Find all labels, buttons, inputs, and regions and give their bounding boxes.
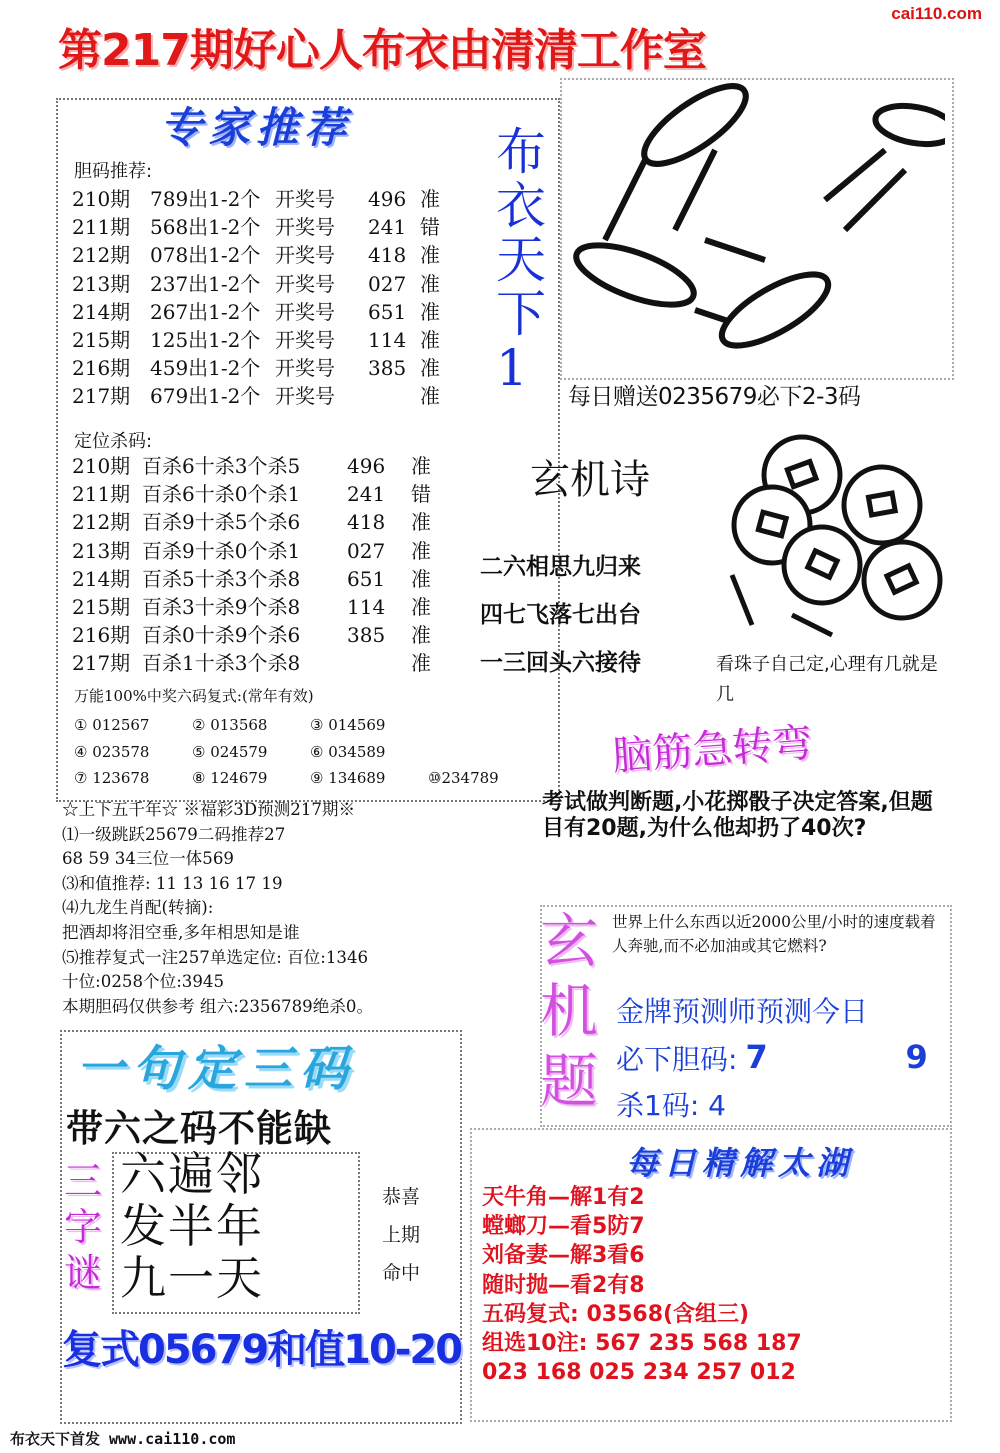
combo-item: ① 012567: [74, 716, 150, 734]
combo-row: [74, 712, 546, 739]
mystery-label-char: 玄: [540, 907, 599, 975]
mystery-label: [540, 906, 598, 1116]
word-cell: 开奖号: [275, 215, 335, 240]
period-cell: 212期: [72, 243, 131, 268]
gold-dan-label: 必下胆码:: [616, 1043, 738, 1076]
result-cell: 准: [411, 595, 431, 620]
list-item: 组选10注: 567 235 568 187: [482, 1331, 802, 1357]
number-cell: 241: [368, 215, 407, 240]
kill-cell: 百杀3十杀9个杀8: [142, 595, 301, 620]
compound-bet: 复式05679和值10-20: [62, 1327, 462, 1373]
pick-cell: 237出1-2个: [150, 271, 261, 296]
kill-cell: 百杀5十杀3个杀8: [142, 566, 301, 591]
period-cell: 216期: [72, 356, 131, 381]
period-cell: 217期: [72, 384, 131, 409]
history-line: 本期胆码仅供参考 组六:2356789绝杀0。: [62, 996, 374, 1016]
pick-cell: 459出1-2个: [150, 356, 261, 381]
result-cell: 准: [411, 510, 431, 535]
history-paragraph: [62, 798, 462, 1019]
history-line: ⑶和值推荐: 11 13 16 17 19: [62, 873, 283, 893]
page-title: 第217期好心人布衣由清清工作室: [58, 25, 706, 74]
word-cell: 开奖号: [275, 187, 335, 211]
brain-heading: 脑筋急转弯: [610, 720, 814, 780]
period-cell: 215期: [72, 328, 131, 353]
period-cell: 214期: [72, 299, 131, 324]
word-cell: 开奖号: [275, 271, 335, 296]
kill-table: [72, 452, 431, 678]
history-line: 把酒却将泪空垂,多年相思知是谁: [62, 922, 300, 942]
gold-line-2: [616, 1038, 928, 1078]
poem-line: 一三回头六接待: [480, 650, 641, 676]
coins-drawing: [712, 425, 958, 643]
number-cell: 027: [368, 271, 407, 296]
table-row: [72, 213, 440, 241]
period-cell: 214期: [72, 566, 131, 591]
word-cell: 开奖号: [275, 356, 335, 381]
pick-cell: 789出1-2个: [150, 187, 261, 211]
number-cell: 651: [347, 566, 386, 591]
mystery-label-char: 题: [540, 1047, 599, 1115]
riddle-label: [64, 1158, 114, 1296]
riddle-line: 六遍邻: [120, 1147, 264, 1201]
result-cell: 准: [420, 271, 440, 296]
vertical-title-char: 衣: [496, 177, 546, 235]
expert-heading: 专家推荐: [160, 103, 353, 152]
list-item: 刘备妻—解3看6: [482, 1243, 645, 1269]
pick-cell: 125出1-2个: [150, 328, 261, 353]
result-cell: 准: [411, 623, 431, 648]
pick-cell: 078出1-2个: [150, 243, 261, 268]
list-item: 五码复式: 03568(含组三): [482, 1301, 750, 1327]
history-line: ☆上下五千年☆ ※福彩3D预测217期※: [62, 800, 356, 819]
vertical-title-char: 天: [496, 231, 546, 289]
pick-cell: 267出1-2个: [150, 299, 261, 324]
taihu-list: [482, 1183, 802, 1387]
mystery-text: 世界上什么东西以近2000公里/小时的速度载着人奔驰,而不必加油或其它燃料?: [612, 913, 936, 955]
table-row: [72, 298, 440, 326]
word-cell: 开奖号: [275, 384, 335, 409]
combo-item: ⑤ 024579: [192, 742, 268, 761]
table-row: [72, 508, 431, 536]
table-row: [72, 480, 431, 508]
period-cell: 211期: [72, 482, 131, 507]
gold-dan-b: 9: [905, 1038, 928, 1076]
history-line: 68 59 34三位一体569: [62, 849, 234, 869]
result-cell: 准: [420, 328, 440, 353]
period-cell: 216期: [72, 623, 131, 648]
vertical-title-char: 布: [496, 123, 546, 181]
word-cell: 开奖号: [275, 328, 335, 353]
kill-cell: 百杀9十杀0个杀1: [142, 538, 301, 563]
riddle-lines: [120, 1148, 264, 1304]
coin-note: 看珠子自己定,心理有几就是几: [716, 654, 938, 705]
table-row: [72, 326, 440, 354]
number-cell: 418: [347, 510, 386, 535]
list-item: 螳螂刀—看5防7: [482, 1214, 645, 1240]
table-row: [72, 270, 440, 298]
riddle-label-char: 三: [64, 1159, 103, 1203]
period-cell: 215期: [72, 595, 131, 620]
number-cell: 241: [347, 482, 386, 507]
period-cell: 213期: [72, 271, 131, 296]
sentence-heading: 一句定三码: [76, 1041, 357, 1097]
number-cell: 418: [368, 243, 407, 268]
combo-item: ⑦ 123678: [74, 769, 150, 787]
dan-label: 胆码推荐:: [74, 161, 153, 182]
result-cell: 准: [411, 566, 431, 591]
table-row: [72, 185, 440, 213]
result-cell: 错: [420, 215, 440, 240]
number-cell: 385: [368, 356, 407, 381]
list-item: 随时抛—看2有8: [482, 1272, 645, 1298]
daily-gift: 每日赠送0235679必下2-3码: [568, 384, 861, 410]
vertical-title-char: 1: [496, 339, 528, 397]
number-cell: 651: [368, 299, 407, 324]
period-cell: 213期: [72, 538, 131, 563]
table-row: [72, 354, 440, 382]
kill-cell: 百杀6十杀3个杀5: [142, 454, 301, 478]
result-cell: 准: [420, 384, 440, 409]
combo-item: ② 013568: [192, 716, 268, 734]
riddle-label-char: 字: [64, 1205, 103, 1249]
footer-text: 布衣天下首发 www.cai110.com: [10, 1430, 236, 1448]
result-cell: 错: [411, 482, 431, 507]
number-cell: [347, 649, 411, 677]
combo-item: ③ 014569: [310, 716, 386, 734]
number-cell: 385: [347, 623, 386, 648]
congrats-line: 恭喜: [382, 1186, 421, 1208]
dan-table: [72, 185, 440, 411]
vertical-title: [496, 125, 546, 395]
riddle-line: 发半年: [120, 1199, 264, 1253]
word-cell: 开奖号: [275, 299, 335, 324]
gold-dan-a: 7: [745, 1038, 768, 1076]
table-row: [72, 452, 431, 480]
kill-cell: 百杀0十杀9个杀6: [142, 623, 301, 648]
word-cell: 开奖号: [275, 243, 335, 268]
vertical-title-char: 下: [496, 285, 546, 343]
result-cell: 准: [420, 356, 440, 381]
poem-heading: 玄机诗: [530, 457, 650, 503]
congrats-line: 命中: [382, 1262, 421, 1284]
number-cell: 496: [347, 454, 386, 478]
table-row: [72, 241, 440, 269]
list-item: 023 168 025 234 257 012: [482, 1360, 796, 1386]
history-line: ⑸推荐复式一注257单选定位: 百位:1346: [62, 947, 369, 967]
table-row: [72, 649, 431, 677]
result-cell: 准: [411, 538, 431, 563]
combo-item: ⑥ 034589: [310, 742, 386, 761]
table-row: [72, 537, 431, 565]
congrats-text: [382, 1178, 420, 1292]
table-row: [72, 621, 431, 649]
table-row: [72, 565, 431, 593]
result-cell: 准: [411, 454, 431, 478]
history-line: ⑴一级跳跃25679二码推荐27: [62, 824, 286, 844]
period-cell: 212期: [72, 510, 131, 535]
history-line: ⑷九龙生肖配(转摘):: [62, 898, 214, 918]
abstract-drawing: [565, 80, 945, 374]
brain-text: 考试做判断题,小花掷骰子决定答案,但题目有20题,为什么他却扔了40次?: [542, 790, 933, 841]
number-cell: 496: [368, 187, 407, 211]
table-row: [72, 593, 431, 621]
kill-label: 定位杀码:: [74, 431, 153, 452]
result-cell: 准: [411, 651, 431, 676]
period-cell: 211期: [72, 215, 131, 240]
combo-item: ⑧ 124679: [192, 769, 268, 787]
gold-line-3: 杀1码: 4: [616, 1089, 726, 1122]
period-cell: 210期: [72, 187, 131, 211]
taihu-heading: 每日精解太湖: [626, 1144, 855, 1182]
riddle-line: 九一天: [120, 1251, 264, 1305]
slogan: 带六之码不能缺: [66, 1107, 332, 1150]
combo-item: ④ 023578: [74, 742, 150, 761]
combo-label: 万能100%中奖六码复式:(常年有效): [74, 687, 314, 705]
gold-line-1: 金牌预测师预测今日: [616, 995, 869, 1028]
combo-item: ⑨ 134689: [310, 769, 386, 787]
result-cell: 准: [420, 243, 440, 268]
list-item: 天牛角—解1有2: [482, 1185, 645, 1210]
history-line: 十位:0258个位:3945: [62, 972, 225, 992]
kill-cell: 百杀1十杀3个杀8: [142, 651, 301, 676]
period-cell: 217期: [72, 651, 131, 676]
combo-row: [74, 739, 546, 766]
site-logo[interactable]: cai110.com: [891, 4, 982, 23]
number-cell: [368, 382, 420, 410]
number-cell: 114: [368, 328, 407, 353]
period-cell: 210期: [72, 454, 131, 478]
pick-cell: 679出1-2个: [150, 384, 261, 409]
result-cell: 准: [420, 299, 440, 324]
table-row: [72, 382, 440, 410]
combo-row: [74, 765, 546, 792]
combo-list: [74, 712, 546, 792]
poem-line: 四七飞落七出台: [480, 602, 641, 628]
result-cell: 准: [420, 187, 440, 211]
kill-cell: 百杀9十杀5个杀6: [142, 510, 301, 535]
number-cell: 027: [347, 538, 386, 563]
riddle-label-char: 谜: [64, 1251, 103, 1295]
congrats-line: 上期: [382, 1224, 421, 1246]
number-cell: 114: [347, 595, 386, 620]
combo-item: ⑩234789: [428, 769, 499, 787]
kill-cell: 百杀6十杀0个杀1: [142, 482, 301, 507]
pick-cell: 568出1-2个: [150, 215, 261, 240]
mystery-label-char: 机: [540, 977, 599, 1045]
poem-line: 二六相思九归来: [480, 554, 641, 580]
poem-lines: [480, 543, 641, 687]
